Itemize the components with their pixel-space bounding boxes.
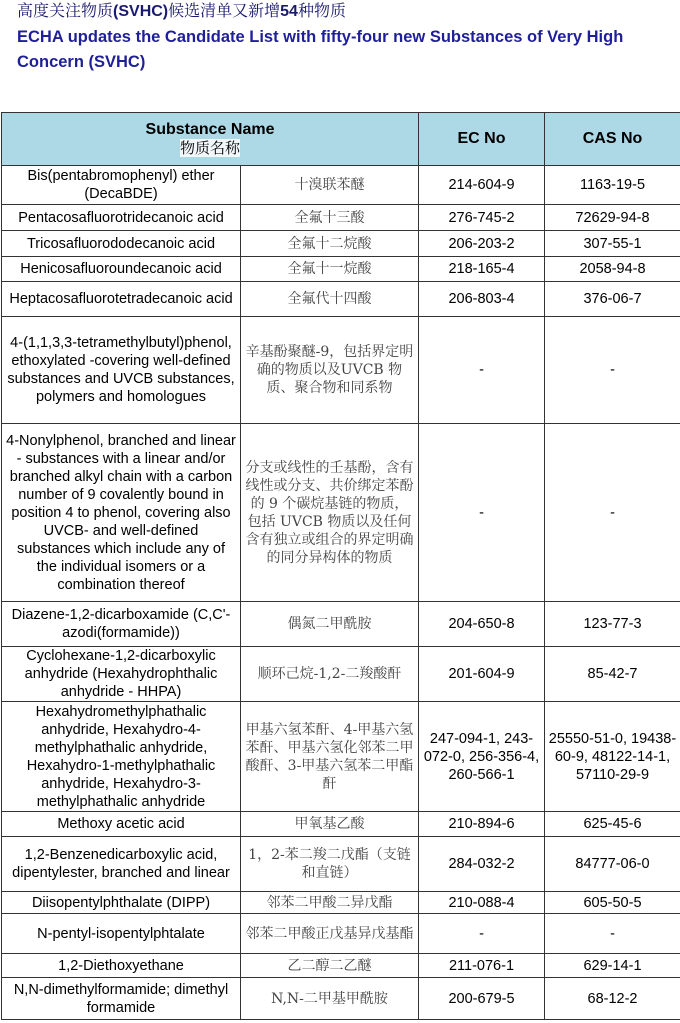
substance-name-cn-cell: 邻苯二甲酸二异戊酯 bbox=[241, 892, 419, 914]
ec-no-cell: - bbox=[419, 424, 545, 602]
cas-no-cell: - bbox=[545, 317, 680, 424]
cas-no-cell: 84777-06-0 bbox=[545, 837, 680, 892]
cas-no-cell: 605-50-5 bbox=[545, 892, 680, 914]
table-row bbox=[2, 205, 680, 231]
substance-name-cn-cell: 辛基酚聚醚-9，包括界定明确的物质以及UVCB 物质、聚合物和同系物 bbox=[241, 317, 419, 424]
ec-no-cell: 210-088-4 bbox=[419, 892, 545, 914]
table-row bbox=[2, 892, 680, 914]
title-cn-svhc: (SVHC) bbox=[113, 3, 169, 20]
substance-name-cn-cell: N,N-二甲基甲酰胺 bbox=[241, 978, 419, 1020]
title-cn-part: 种物质 bbox=[297, 1, 346, 20]
table-row bbox=[2, 954, 680, 978]
ec-no-cell: 201-604-9 bbox=[419, 647, 545, 702]
ec-no-cell: 210-894-6 bbox=[419, 812, 545, 837]
substance-name-cell: Heptacosafluorotetradecanoic acid bbox=[2, 282, 241, 317]
table-row bbox=[2, 257, 680, 282]
substance-name-cn-cell: 甲基六氢苯酐、4-甲基六氢苯酐、甲基六氢化邻苯二甲酸酐、3-甲基六氢苯二甲酯酐 bbox=[241, 702, 419, 812]
ec-no-cell: 218-165-4 bbox=[419, 257, 545, 282]
substance-name-cell: N,N-dimethylformamide; dimethyl formamide bbox=[2, 978, 241, 1020]
ec-no-cell: 284-032-2 bbox=[419, 837, 545, 892]
substance-name-cell: 1,2-Diethoxyethane bbox=[2, 954, 241, 978]
table-row bbox=[2, 282, 680, 317]
table-row bbox=[2, 702, 680, 812]
cas-no-cell: 307-55-1 bbox=[545, 231, 680, 257]
substance-name-cn-cell: 顺环己烷-1,2-二羧酸酐 bbox=[241, 647, 419, 702]
page-title-en: ECHA updates the Candidate List with fifty-four new Substances of Very High Concern (SVHC) bbox=[17, 28, 624, 71]
ec-no-cell: 211-076-1 bbox=[419, 954, 545, 978]
substance-name-cn-cell: 分支或线性的壬基酚，含有线性或分支、共价绑定苯酚的 9 个碳烷基链的物质，包括 UVCB 物质以及任何含有独立或组合的界定明确的同分异构体的物质 bbox=[241, 424, 419, 602]
ec-no-cell: 276-745-2 bbox=[419, 205, 545, 231]
cas-no-cell: 1163-19-5 bbox=[545, 166, 680, 205]
substance-name-cell: 4-Nonylphenol, branched and linear - substances with a linear and/or branched alkyl chain with a carbon number of 9 covalently bound in position 4 to phenol, covering also UVCB- and well-defined substances which include any of the individual isomers or a combination thereof bbox=[2, 424, 241, 602]
ec-no-cell: 206-803-4 bbox=[419, 282, 545, 317]
substance-name-cn-cell: 邻苯二甲酸正戊基异戊基酯 bbox=[241, 914, 419, 954]
ec-no-cell: 214-604-9 bbox=[419, 166, 545, 205]
cas-no-cell: 68-12-2 bbox=[545, 978, 680, 1020]
table-row bbox=[2, 602, 680, 647]
table-row bbox=[2, 837, 680, 892]
cas-no-cell: - bbox=[545, 424, 680, 602]
ec-no-cell: - bbox=[419, 317, 545, 424]
substance-name-cell: 1,2-Benzenedicarboxylic acid, dipentylester, branched and linear bbox=[2, 837, 241, 892]
table-row bbox=[2, 978, 680, 1020]
header-ec-no: EC No bbox=[419, 113, 545, 166]
cas-no-cell: 72629-94-8 bbox=[545, 205, 680, 231]
table-row bbox=[2, 231, 680, 257]
substance-name-cell: 4-(1,1,3,3-tetramethylbutyl)phenol, ethoxylated -covering well-defined substances and UVCB substances, polymers and homologues bbox=[2, 317, 241, 424]
ec-no-cell: 200-679-5 bbox=[419, 978, 545, 1020]
title-cn-part: 候选清单又新增 bbox=[168, 1, 281, 20]
ec-no-cell: 247-094-1, 243-072-0, 256-356-4, 260-566-1 bbox=[419, 702, 545, 812]
substance-name-cell: Pentacosafluorotridecanoic acid bbox=[2, 205, 241, 231]
substance-name-cell: Diazene-1,2-dicarboxamide (C,C'-azodi(formamide)) bbox=[2, 602, 241, 647]
substance-name-cn-cell: 十溴联苯醚 bbox=[241, 166, 419, 205]
cas-no-cell: 629-14-1 bbox=[545, 954, 680, 978]
svhc-table bbox=[1, 112, 680, 1020]
substance-name-cell: Cyclohexane-1,2-dicarboxylic anhydride (Hexahydrophthalic anhydride - HHPA) bbox=[2, 647, 241, 702]
substance-name-cn-cell: 1，2-苯二羧二戊酯（支链和直链） bbox=[241, 837, 419, 892]
cas-no-cell: 2058-94-8 bbox=[545, 257, 680, 282]
ec-no-cell: 204-650-8 bbox=[419, 602, 545, 647]
table-row bbox=[2, 914, 680, 954]
table-row bbox=[2, 166, 680, 205]
cas-no-cell: 376-06-7 bbox=[545, 282, 680, 317]
substance-name-cn-cell: 乙二醇二乙醚 bbox=[241, 954, 419, 978]
cas-no-cell: 123-77-3 bbox=[545, 602, 680, 647]
substance-name-cell: Hexahydromethylphathalic anhydride, Hexahydro-4-methylphathalic anhydride, Hexahydro-1-methylphathalic anhydride, Hexahydro-3-methylphathalic anhydride bbox=[2, 702, 241, 812]
substance-name-cell: Bis(pentabromophenyl) ether (DecaBDE) bbox=[2, 166, 241, 205]
cas-no-cell: 85-42-7 bbox=[545, 647, 680, 702]
substance-name-cell: Methoxy acetic acid bbox=[2, 812, 241, 837]
cas-no-cell: - bbox=[545, 914, 680, 954]
substance-name-cell: Diisopentylphthalate (DIPP) bbox=[2, 892, 241, 914]
table-row bbox=[2, 647, 680, 702]
table-row bbox=[2, 317, 680, 424]
header-substance-name-cn: 物质名称 bbox=[179, 138, 240, 157]
header-substance-name-en: Substance Name bbox=[145, 120, 275, 138]
table-row bbox=[2, 424, 680, 602]
substance-name-cell: Tricosafluorododecanoic acid bbox=[2, 231, 241, 257]
substance-name-cn-cell: 甲氧基乙酸 bbox=[241, 812, 419, 837]
title-cn-part: 高度关注物质 bbox=[17, 1, 114, 20]
substance-name-cn-cell: 全氟十三酸 bbox=[241, 205, 419, 231]
substance-name-cn-cell: 偶氮二甲酰胺 bbox=[241, 602, 419, 647]
title-cn-number: 54 bbox=[280, 3, 298, 20]
substance-name-cell: Henicosafluoroundecanoic acid bbox=[2, 257, 241, 282]
table-header-row bbox=[2, 113, 680, 166]
substance-name-cn-cell: 全氟十一烷酸 bbox=[241, 257, 419, 282]
page-title-cn bbox=[17, 0, 346, 23]
substance-name-cn-cell: 全氟代十四酸 bbox=[241, 282, 419, 317]
ec-no-cell: - bbox=[419, 914, 545, 954]
cas-no-cell: 625-45-6 bbox=[545, 812, 680, 837]
table-row bbox=[2, 812, 680, 837]
cas-no-cell: 25550-51-0, 19438-60-9, 48122-14-1, 57110-29-9 bbox=[545, 702, 680, 812]
substance-name-cn-cell: 全氟十二烷酸 bbox=[241, 231, 419, 257]
header-cas-no: CAS No bbox=[545, 113, 680, 166]
ec-no-cell: 206-203-2 bbox=[419, 231, 545, 257]
substance-name-cell: N-pentyl-isopentylphtalate bbox=[2, 914, 241, 954]
header-substance-name bbox=[2, 113, 419, 166]
